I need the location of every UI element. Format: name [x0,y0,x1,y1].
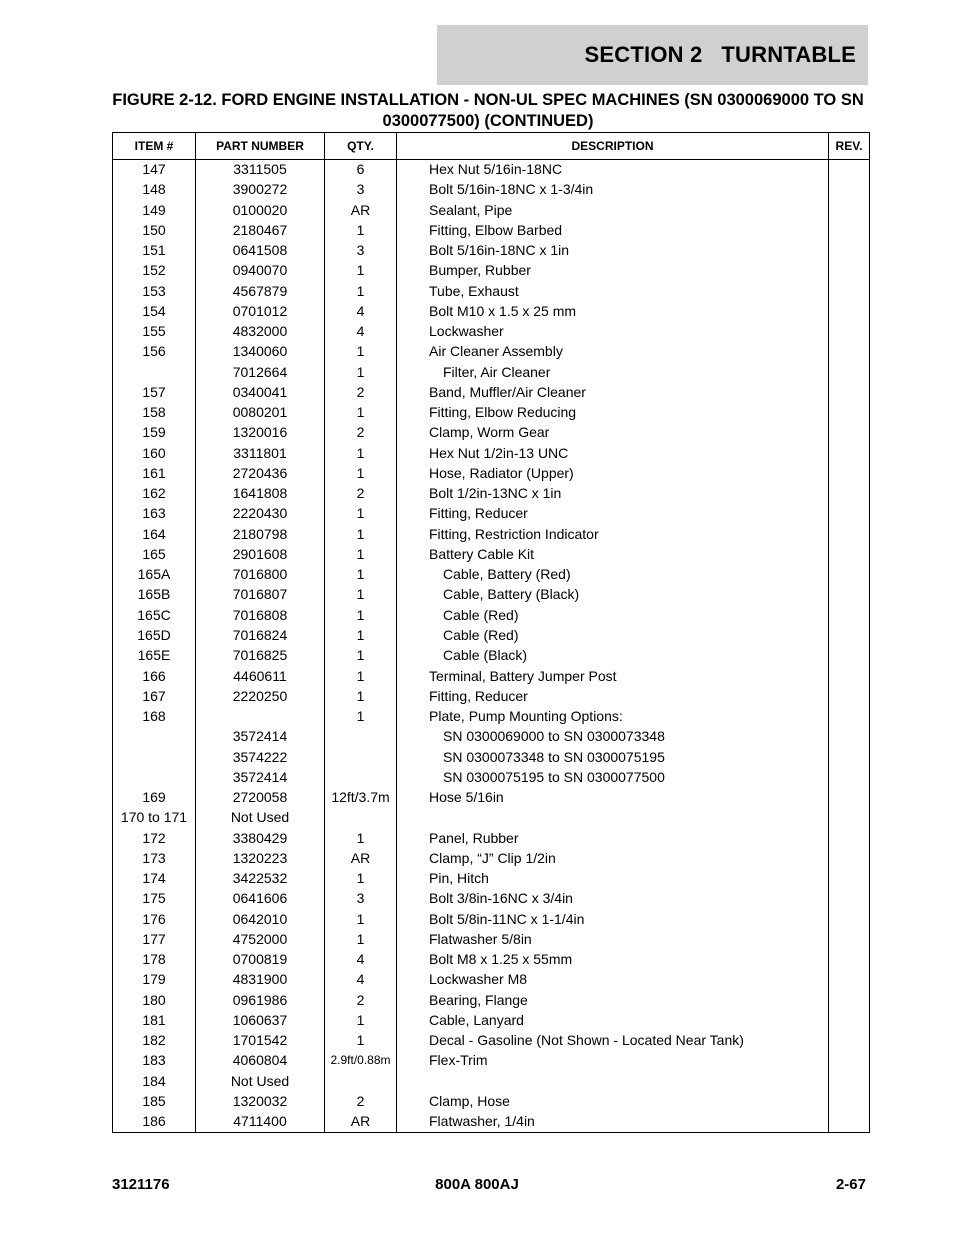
quantity: 4 [356,971,365,988]
part-number: 2901608 [232,545,288,562]
quantity: 4 [356,323,365,340]
quantity: 2 [356,1092,365,1109]
table-row [113,1111,869,1131]
description: SN 0300069000 to SN 0300073348 [443,728,665,745]
table-row [113,301,869,321]
table-row [113,159,869,179]
description: Fitting, Elbow Reducing [429,404,577,421]
item-number: 148 [142,181,166,198]
description: Bolt 5/16in-18NC x 1-3/4in [429,181,594,198]
table-row [113,686,869,706]
table-row [113,362,869,382]
description: Cable, Battery (Black) [443,586,580,603]
table-row [113,868,869,888]
footer-doc-number: 3121176 [112,1176,170,1193]
item-number: 165D [137,626,171,643]
description: Bolt 3/8in-16NC x 3/4in [429,890,573,907]
part-number: 3380429 [232,829,288,846]
table-row [113,828,869,848]
item-number: 175 [142,890,166,907]
footer-model: 800A 800AJ [435,1176,519,1193]
table-row [113,483,869,503]
table-row [113,929,869,949]
description: SN 0300075195 to SN 0300077500 [443,768,665,785]
table-row [113,463,869,483]
quantity: 1 [356,282,365,299]
item-number: 150 [142,221,166,238]
quantity: 12ft/3.7m [331,789,390,806]
description: Bolt M10 x 1.5 x 25 mm [429,302,577,319]
parts-table [112,132,870,1133]
description: Clamp, Hose [429,1092,510,1109]
quantity: 1 [356,687,365,704]
part-number: 3311505 [233,161,287,177]
table-row [113,260,869,280]
table-row [113,402,869,422]
column-header-part-number: PART NUMBER [216,139,304,153]
table-row [113,888,869,908]
description: Flatwasher 5/8in [429,930,532,947]
quantity: 1 [356,505,365,522]
description: Clamp, Worm Gear [429,424,550,441]
table-row [113,1091,869,1111]
item-number: 154 [142,302,166,319]
part-number: 7016808 [232,606,288,623]
item-number: 181 [142,1011,166,1028]
quantity: 1 [356,910,365,927]
item-number: 164 [142,525,166,542]
table-row [113,605,869,625]
part-number: 7016824 [232,626,288,643]
part-number: 3572414 [232,768,288,785]
part-number: 2720436 [232,464,288,481]
quantity: 1 [356,667,365,684]
item-number: 165 [142,545,166,562]
quantity: 2 [356,424,365,441]
description: Pin, Hitch [429,870,489,887]
part-number: 7012664 [232,363,288,380]
part-number: 2720058 [232,789,288,806]
item-number: 168 [142,708,166,725]
part-number: Not Used [230,809,290,826]
part-number: 0940070 [232,262,288,279]
description: Band, Muffler/Air Cleaner [429,383,586,400]
table-row [113,179,869,199]
table-row [113,706,869,726]
part-number: 1701542 [232,1032,288,1049]
table-row [113,1030,869,1050]
table-row [113,909,869,929]
quantity: 1 [356,647,365,664]
quantity: 2 [356,991,365,1008]
item-number: 165C [137,606,171,623]
item-number: 176 [142,910,166,927]
table-row [113,382,869,402]
footer-page-number: 2-67 [835,1176,866,1193]
table-row [113,503,869,523]
description: Bolt 1/2in-13NC x 1in [429,485,562,502]
table-row [113,625,869,645]
part-number: 1320016 [232,424,288,441]
item-number: 180 [142,991,166,1008]
table-row [113,422,869,442]
quantity: 1 [356,262,365,279]
quantity: 2 [356,383,365,400]
table-row [113,990,869,1010]
item-number: 184 [142,1072,166,1089]
description: Cable (Red) [443,626,519,643]
section-title: SECTION 2 TURNTABLE [584,42,856,67]
table-row [113,1050,869,1070]
table-row [113,1010,869,1030]
description: Clamp, “J” Clip 1/2in [429,849,556,866]
table-row [113,341,869,361]
quantity: 3 [356,242,365,259]
table-row [113,220,869,240]
item-number: 156 [142,343,166,360]
quantity: AR [350,201,371,218]
item-number: 166 [142,667,166,684]
part-number: 0961986 [232,991,288,1008]
quantity: 2.9ft/0.88m [330,1053,391,1068]
item-number: 186 [142,1113,166,1130]
item-number: 161 [142,464,166,481]
quantity: 1 [356,343,365,360]
quantity: 1 [356,464,365,481]
part-number: 3311801 [233,444,287,461]
description: Cable, Lanyard [429,1011,524,1028]
part-number: 2180467 [232,221,288,238]
table-row [113,645,869,665]
item-number: 183 [142,1052,166,1069]
table-row [113,564,869,584]
table-row [113,544,869,564]
part-number: 7016800 [232,566,288,583]
table-row [113,787,869,807]
item-number: 152 [142,262,166,279]
part-number: 0080201 [232,404,288,421]
table-row [113,240,869,260]
part-number: 1320223 [232,849,288,866]
part-number: 1641808 [232,485,288,502]
item-number: 182 [142,1032,166,1049]
item-number: 151 [142,242,166,259]
table-row [113,848,869,868]
description: Hose, Radiator (Upper) [429,464,574,481]
description: Terminal, Battery Jumper Post [429,667,617,684]
item-number: 160 [142,444,166,461]
table-row [113,443,869,463]
description: Hex Nut 1/2in-13 UNC [429,444,569,461]
item-number: 162 [142,485,166,502]
part-number: 0641606 [232,890,288,907]
part-number: 4831900 [232,971,288,988]
description: Lockwasher M8 [429,971,528,988]
description: Panel, Rubber [429,829,519,846]
item-number: 170 to 171 [120,809,188,826]
part-number: 4567879 [232,282,288,299]
part-number: 2220250 [232,687,288,704]
column-header-qty: QTY. [347,139,374,153]
table-row [113,321,869,341]
item-number: 172 [142,829,166,846]
description: Bumper, Rubber [429,262,531,279]
quantity: 1 [356,221,365,238]
description: Lockwasher [429,323,504,340]
quantity: 1 [356,404,365,421]
description: Cable, Battery (Red) [443,566,571,583]
description: Decal - Gasoline (Not Shown - Located Near Tank) [429,1032,744,1049]
part-number: 3574222 [232,748,288,765]
part-number: 0641508 [232,242,288,259]
description: Fitting, Restriction Indicator [429,525,599,542]
quantity: 2 [356,485,365,502]
table-row [113,807,869,827]
description: Bolt M8 x 1.25 x 55mm [429,951,573,968]
part-number: 2220430 [232,505,288,522]
description: Bolt 5/16in-18NC x 1in [429,242,570,259]
quantity: 1 [356,606,365,623]
quantity: 1 [356,829,365,846]
section-header-box [437,25,868,85]
part-number: Not Used [230,1072,290,1089]
description: Plate, Pump Mounting Options: [429,708,623,725]
part-number: 1320032 [232,1092,288,1109]
part-number: 3900272 [232,181,288,198]
part-number: 4832000 [232,323,288,340]
table-row [113,969,869,989]
description: Hex Nut 5/16in-18NC [429,161,563,177]
description: Cable (Red) [443,606,519,623]
quantity: 3 [356,890,365,907]
quantity: 1 [356,930,365,947]
table-row [113,524,869,544]
quantity: 1 [356,1011,365,1028]
table-row [113,726,869,746]
item-number: 185 [142,1092,166,1109]
description: Cable (Black) [443,647,528,664]
item-number: 153 [142,282,166,299]
quantity: 4 [356,951,365,968]
part-number: 4460611 [233,667,287,684]
item-number: 165A [137,566,171,583]
part-number: 2180798 [232,525,288,542]
table-row [113,767,869,787]
description: Fitting, Reducer [429,505,528,522]
item-number: 158 [142,404,166,421]
table-row [113,584,869,604]
table-row [113,747,869,767]
quantity: 1 [356,525,365,542]
description: SN 0300073348 to SN 0300075195 [443,748,665,765]
quantity: 6 [356,161,365,177]
part-number: 4711400 [233,1113,287,1130]
part-number: 3422532 [232,870,288,887]
item-number: 169 [142,789,166,806]
quantity: 1 [356,586,365,603]
part-number: 1060637 [232,1011,288,1028]
column-header-description: DESCRIPTION [571,139,654,153]
part-number: 1340060 [232,343,288,360]
item-number: 149 [142,201,166,218]
item-number: 167 [142,687,166,704]
part-number: 0701012 [232,302,288,319]
description: Air Cleaner Assembly [429,343,563,360]
quantity: 1 [356,566,365,583]
table-row [113,949,869,969]
description: Tube, Exhaust [429,282,519,299]
item-number: 165B [137,586,171,603]
item-number: 179 [142,971,166,988]
item-number: 155 [142,323,166,340]
quantity: 4 [356,302,365,319]
item-number: 178 [142,951,166,968]
item-number: 159 [142,424,166,441]
part-number: 7016807 [232,586,288,603]
item-number: 177 [142,930,166,947]
figure-title: FIGURE 2-12. FORD ENGINE INSTALLATION - NON-UL SPEC MACHINES (SN 0300069000 TO SN 0300077500) (CONTINUED) [112,91,864,130]
quantity: 1 [356,1032,365,1049]
quantity: 1 [356,444,365,461]
description: Flatwasher, 1/4in [429,1113,535,1130]
part-number: 4752000 [232,930,288,947]
description: Hose 5/16in [429,789,504,806]
item-number: 165E [137,647,171,664]
quantity: 1 [356,626,365,643]
quantity: 3 [356,181,365,198]
part-number: 7016825 [232,647,288,664]
quantity: AR [350,849,371,866]
item-number: 157 [142,383,166,400]
description: Bolt 5/8in-11NC x 1-1/4in [429,910,585,927]
item-number: 147 [142,161,166,177]
quantity: 1 [356,363,365,380]
quantity: 1 [356,870,365,887]
part-number: 0700819 [232,951,288,968]
description: Battery Cable Kit [429,545,535,562]
part-number: 0340041 [232,383,288,400]
part-number: 3572414 [232,728,288,745]
description: Fitting, Reducer [429,687,528,704]
description: Flex-Trim [429,1052,488,1069]
table-row [113,200,869,220]
quantity: 1 [356,545,365,562]
table-row [113,1071,869,1091]
item-number: 163 [142,505,166,522]
quantity: AR [350,1113,371,1130]
part-number: 4060804 [232,1052,288,1069]
item-number: 174 [142,870,166,887]
part-number: 0642010 [232,910,288,927]
description: Fitting, Elbow Barbed [429,221,563,238]
description: Sealant, Pipe [429,201,513,218]
quantity: 1 [356,708,365,725]
column-header-rev: REV. [835,139,863,153]
table-row [113,666,869,686]
column-header-item: ITEM # [134,139,174,153]
description: Filter, Air Cleaner [443,363,551,380]
item-number: 173 [142,849,166,866]
description: Bearing, Flange [429,991,528,1008]
table-row [113,281,869,301]
part-number: 0100020 [232,201,288,218]
